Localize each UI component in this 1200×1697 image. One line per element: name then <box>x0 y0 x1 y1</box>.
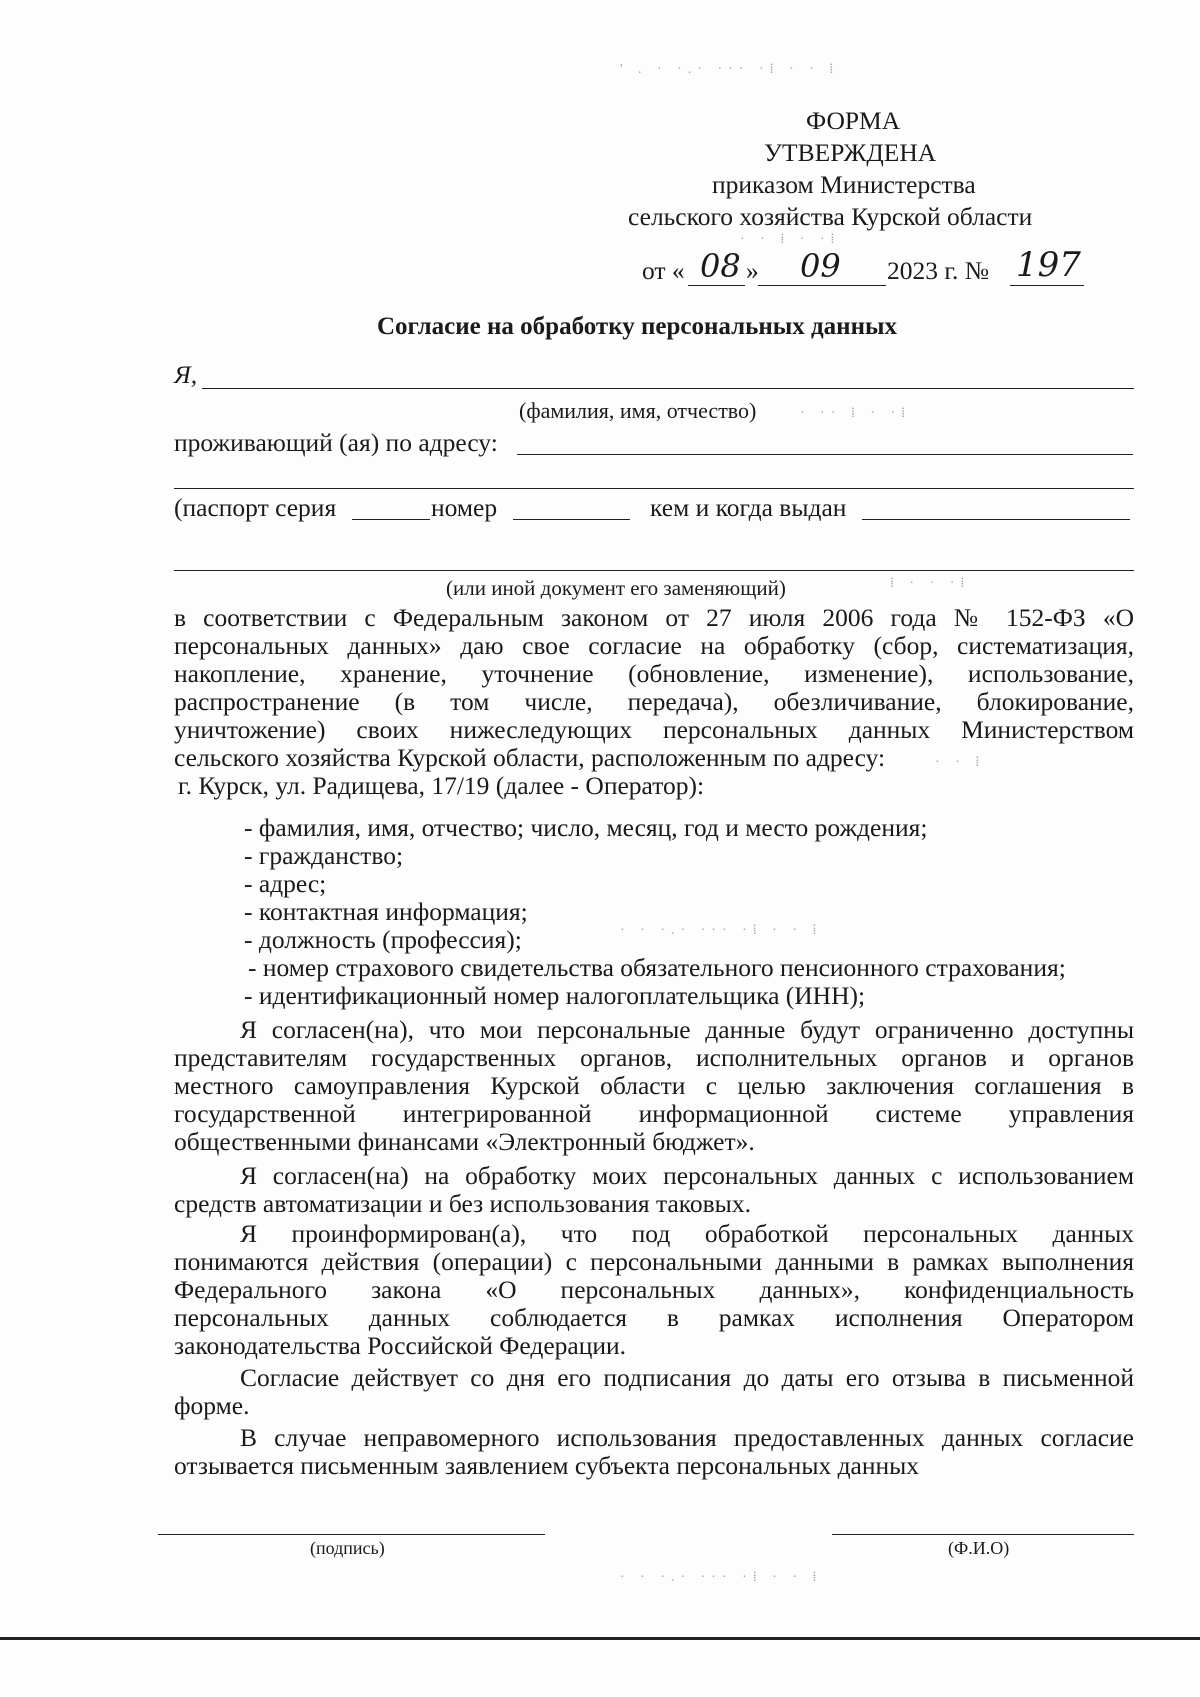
handwritten-month: 09 <box>800 247 841 285</box>
paragraph-informed <box>174 1220 1134 1360</box>
list-item: - контактная информация; <box>244 897 528 926</box>
para-line: Я согласен(на) на обработку моих персональных данных с использованием <box>240 1161 1134 1190</box>
list-item: - идентификационный номер налогоплательщика (ИНН); <box>244 981 866 1010</box>
para-line: понимаются действия (операции) с персональными данными в рамках выполнения <box>174 1247 1134 1276</box>
scan-artifact: ' . · ·.· ··· ·⁞ · · ⁞ <box>620 62 840 77</box>
fio-caption: (фамилия, имя, отчество) <box>519 398 757 423</box>
list-item: - номер страхового свидетельства обязательного пенсионного страхования; <box>248 953 1066 982</box>
signature-caption: (подпись) <box>310 1538 385 1558</box>
intro-line: в соответствии с Федеральным законом от 27 июля 2006 года № 152-ФЗ «О <box>174 603 1134 632</box>
para-line: местного самоуправления Курской области с целью заключения соглашения в <box>174 1071 1134 1100</box>
doc-caption: (или иной документ его заменяющий) <box>446 576 786 600</box>
para-line: общественными финансами «Электронный бюджет». <box>174 1127 755 1156</box>
fio-signature-field[interactable] <box>832 1534 1134 1535</box>
para-line: В случае неправомерного использования предоставленных данных согласие <box>240 1423 1134 1452</box>
paragraph-validity <box>174 1364 1134 1420</box>
passport-issued-label: кем и когда выдан <box>650 493 847 522</box>
para-line: Я проинформирован(а), что под обработкой персональных данных <box>240 1219 1134 1248</box>
scan-artifact: · · ·.· ··· ·⁞ · · ⁞ <box>620 1570 823 1585</box>
data-list <box>244 814 1066 1010</box>
intro-line: сельского хозяйства Курской области, расположенным по адресу: <box>174 743 886 772</box>
intro-line: распространение (в том числе, передача), обезличивание, блокирование, <box>174 687 1134 716</box>
fio-signature-caption: (Ф.И.О) <box>948 1538 1010 1558</box>
list-item: - должность (профессия); <box>244 925 522 954</box>
address-field[interactable] <box>517 454 1133 455</box>
para-line: государственной интегрированной информационной системе управления <box>174 1099 1134 1128</box>
scan-artifact: ⁞ · · ·⁞ <box>890 576 971 591</box>
list-item: - гражданство; <box>244 841 404 870</box>
passport-series-field[interactable] <box>352 519 430 520</box>
intro-line: уничтожение) своих нижеследующих персональных данных Министерством <box>174 715 1134 744</box>
handwritten-day: 08 <box>700 247 741 285</box>
signature-field[interactable] <box>158 1534 545 1535</box>
passport-issued-field[interactable] <box>862 519 1130 520</box>
passport-number-field[interactable] <box>513 519 630 520</box>
month-underline <box>758 285 886 286</box>
para-line: представителям государственных органов, исполнительных органов и органов <box>174 1043 1134 1072</box>
address-field-2[interactable] <box>174 488 1134 489</box>
handwritten-number: 197 <box>1016 245 1081 285</box>
date-prefix: от « <box>642 256 685 285</box>
operator-address: г. Курск, ул. Радищева, 17/19 (далее - Оператор): <box>178 771 705 800</box>
i-label: Я, <box>174 360 198 389</box>
para-line: Согласие действует со дня его подписания до даты его отзыва в письменной <box>240 1363 1134 1392</box>
passport-series-label: (паспорт серия <box>174 493 337 522</box>
scan-artifact: · · ⁞ <box>935 755 986 770</box>
ministry-label: сельского хозяйства Курской области <box>628 202 1033 231</box>
list-item: - фамилия, имя, отчество; число, месяц, год и место рождения; <box>244 813 928 842</box>
list-item: - адрес; <box>244 869 327 898</box>
intro-line: накопление, хранение, уточнение (обновление, изменение), использование, <box>174 659 1134 688</box>
intro-paragraph <box>174 604 1134 800</box>
para-line: средств автоматизации и без использования таковых. <box>174 1189 751 1218</box>
order-label: приказом Министерства <box>712 170 976 199</box>
approved-label: УТВЕРЖДЕНА <box>764 138 937 167</box>
scan-artifact: · ·· ⁞ · ·⁞ <box>800 406 912 421</box>
paragraph-automation <box>174 1162 1134 1218</box>
date-mid: » <box>746 256 759 285</box>
day-underline <box>688 285 745 286</box>
intro-line: персональных данных» даю свое согласие на обработку (сбор, систематизация, <box>174 631 1134 660</box>
paragraph-revocation <box>174 1424 1134 1480</box>
para-line: Федерального закона «О персональных данных», конфиденциальность <box>174 1275 1134 1304</box>
para-line: персональных данных соблюдается в рамках исполнения Оператором <box>174 1303 1134 1332</box>
scan-artifact: · · ⁞ · ·⁞ <box>740 232 841 247</box>
address-label: проживающий (ая) по адресу: <box>174 428 498 457</box>
page-bottom-rule <box>0 1637 1200 1640</box>
passport-number-label: номер <box>431 493 498 522</box>
scan-artifact: · · ·.· ··· ·⁞ · · ⁞ <box>620 923 823 938</box>
para-line: Я согласен(на), что мои персональные данные будут ограниченно доступны <box>240 1015 1134 1044</box>
fio-field[interactable] <box>202 388 1134 389</box>
year-label: 2023 г. № <box>887 256 990 285</box>
para-line: форме. <box>174 1391 250 1420</box>
document-title: Согласие на обработку персональных данных <box>377 313 898 340</box>
passport-field-2[interactable] <box>174 570 1134 571</box>
number-underline <box>1010 285 1084 286</box>
paragraph-access <box>174 1016 1134 1156</box>
para-line: законодательства Российской Федерации. <box>174 1331 627 1360</box>
form-label: ФОРМА <box>806 106 901 135</box>
para-line: отзывается письменным заявлением субъекта персональных данных <box>174 1451 920 1480</box>
